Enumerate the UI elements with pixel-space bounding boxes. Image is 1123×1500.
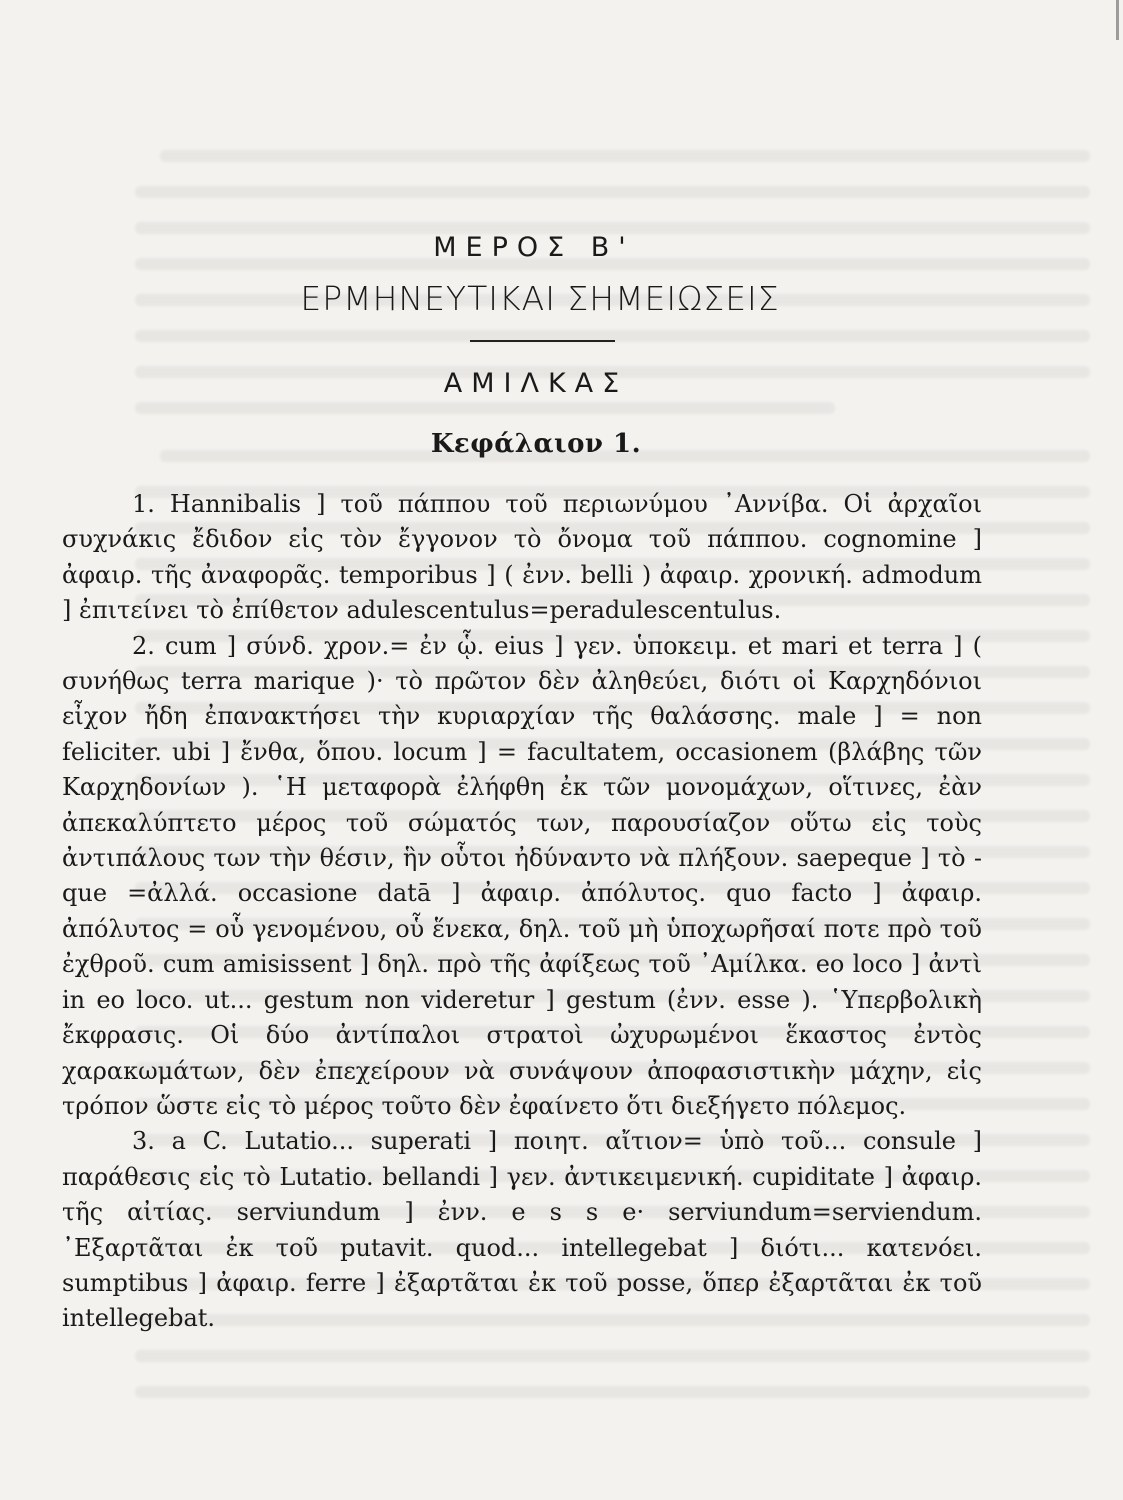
commentary-body (62, 487, 982, 1337)
subchapter-title: Κεφάλαιον 1. (430, 429, 642, 459)
page-edge-mark (1116, 0, 1119, 40)
section-heading: ΕΡΜΗΝΕΥΤΙΚΑΙ ΣΗΜΕΙΩΣΕΙΣ (300, 279, 780, 318)
page-content (62, 232, 982, 1337)
chapter-title: ΑΜΙΛΚΑΣ (443, 368, 629, 399)
commentary-paragraph-3: 3. a C. Lutatio... superati ] ποιητ. αἴτιον= ὑπὸ τοῦ... consule ] παράθεσις εἰς τὸ Lutatio. bellandi ] γεν. ἀντικειμενική. cupiditate ] ἀφαιρ. τῆς αἰτίας. serviundum ] ἐνν. e s s e· serviundum=serviendum. ᾿Εξαρτᾶται ἐκ τοῦ putavit. quod... intellegebat ] διότι... κατενόει. sumptibus ] ἀφαιρ. ferre ] ἐξαρτᾶται ἐκ τοῦ posse, ὅπερ ἐξαρτᾶται ἐκ τοῦ intellegebat. (62, 1127, 982, 1333)
part-heading: ΜΕΡΟΣ Β' (433, 232, 635, 263)
heading-divider (470, 340, 615, 342)
commentary-paragraph-1: 1. Hannibalis ] τοῦ πάππου τοῦ περιωνύμου ᾿Αννίβα. Οἱ ἀρχαῖοι συχνάκις ἔδιδον εἰς τὸν ἔγγονον τὸ ὄνομα τοῦ πάππου. cognomine ] ἀφαιρ. τῆς ἀναφορᾶς. temporibus ] ( ἐνν. belli ) ἀφαιρ. χρονική. admodum ] ἐπιτείνει τὸ ἐπίθετον adulescentulus=peradulescentulus. (62, 490, 982, 625)
commentary-paragraph-2: 2. cum ] σύνδ. χρον.= ἐν ᾧ. eius ] γεν. ὑποκειμ. et mari et terra ] ( συνήθως terra marique )· τὸ πρῶτον δὲν ἀληθεύει, διότι οἱ Καρχηδόνιοι εἶχον ἤδη ἐπανακτήσει τὴν κυριαρχίαν τῆς θαλάσσης. male ] = non feliciter. ubi ] ἔνθα, ὅπου. locum ] = facultatem, occasionem (βλάβης τῶν Καρχηδονίων ). ῾Η μεταφορὰ ἐλήφθη ἐκ τῶν μονομάχων, οἵτινες, ἐὰν ἀπεκαλύπτετο μέρος τοῦ σώματός των, παρουσίαζον οὕτω εἰς τοὺς ἀντιπάλους των τὴν θέσιν, ἣν οὗτοι ἠδύναντο νὰ πλήξουν. saepeque ] τὸ -que =ἀλλά. occasione datā ] ἀφαιρ. ἀπόλυτος. quo facto ] ἀφαιρ. ἀπόλυτος = οὗ γενομένου, οὗ ἕνεκα, δηλ. τοῦ μὴ ὑποχωρῆσαί ποτε πρὸ τοῦ ἐχθροῦ. cum amisissent ] δηλ. πρὸ τῆς ἀφίξεως τοῦ ᾿Αμίλκα. eo loco ] ἀντὶ in eo loco. ut... gestum non videretur ] gestum (ἐνν. esse ). ῾Υπερβολικὴ ἔκφρασις. Οἱ δύο ἀντίπαλοι στρατοὶ ὠχυρωμένοι ἕκαστος ἐντὸς χαρακωμάτων, δὲν ἐπεχείρουν νὰ συνάψουν ἀποφασιστικὴν μάχην, εἰς τρόπον ὥστε εἰς τὸ μέρος τοῦτο δὲν ἐφαίνετο ὅτι διεξήγετο πόλεμος. (62, 631, 982, 1120)
